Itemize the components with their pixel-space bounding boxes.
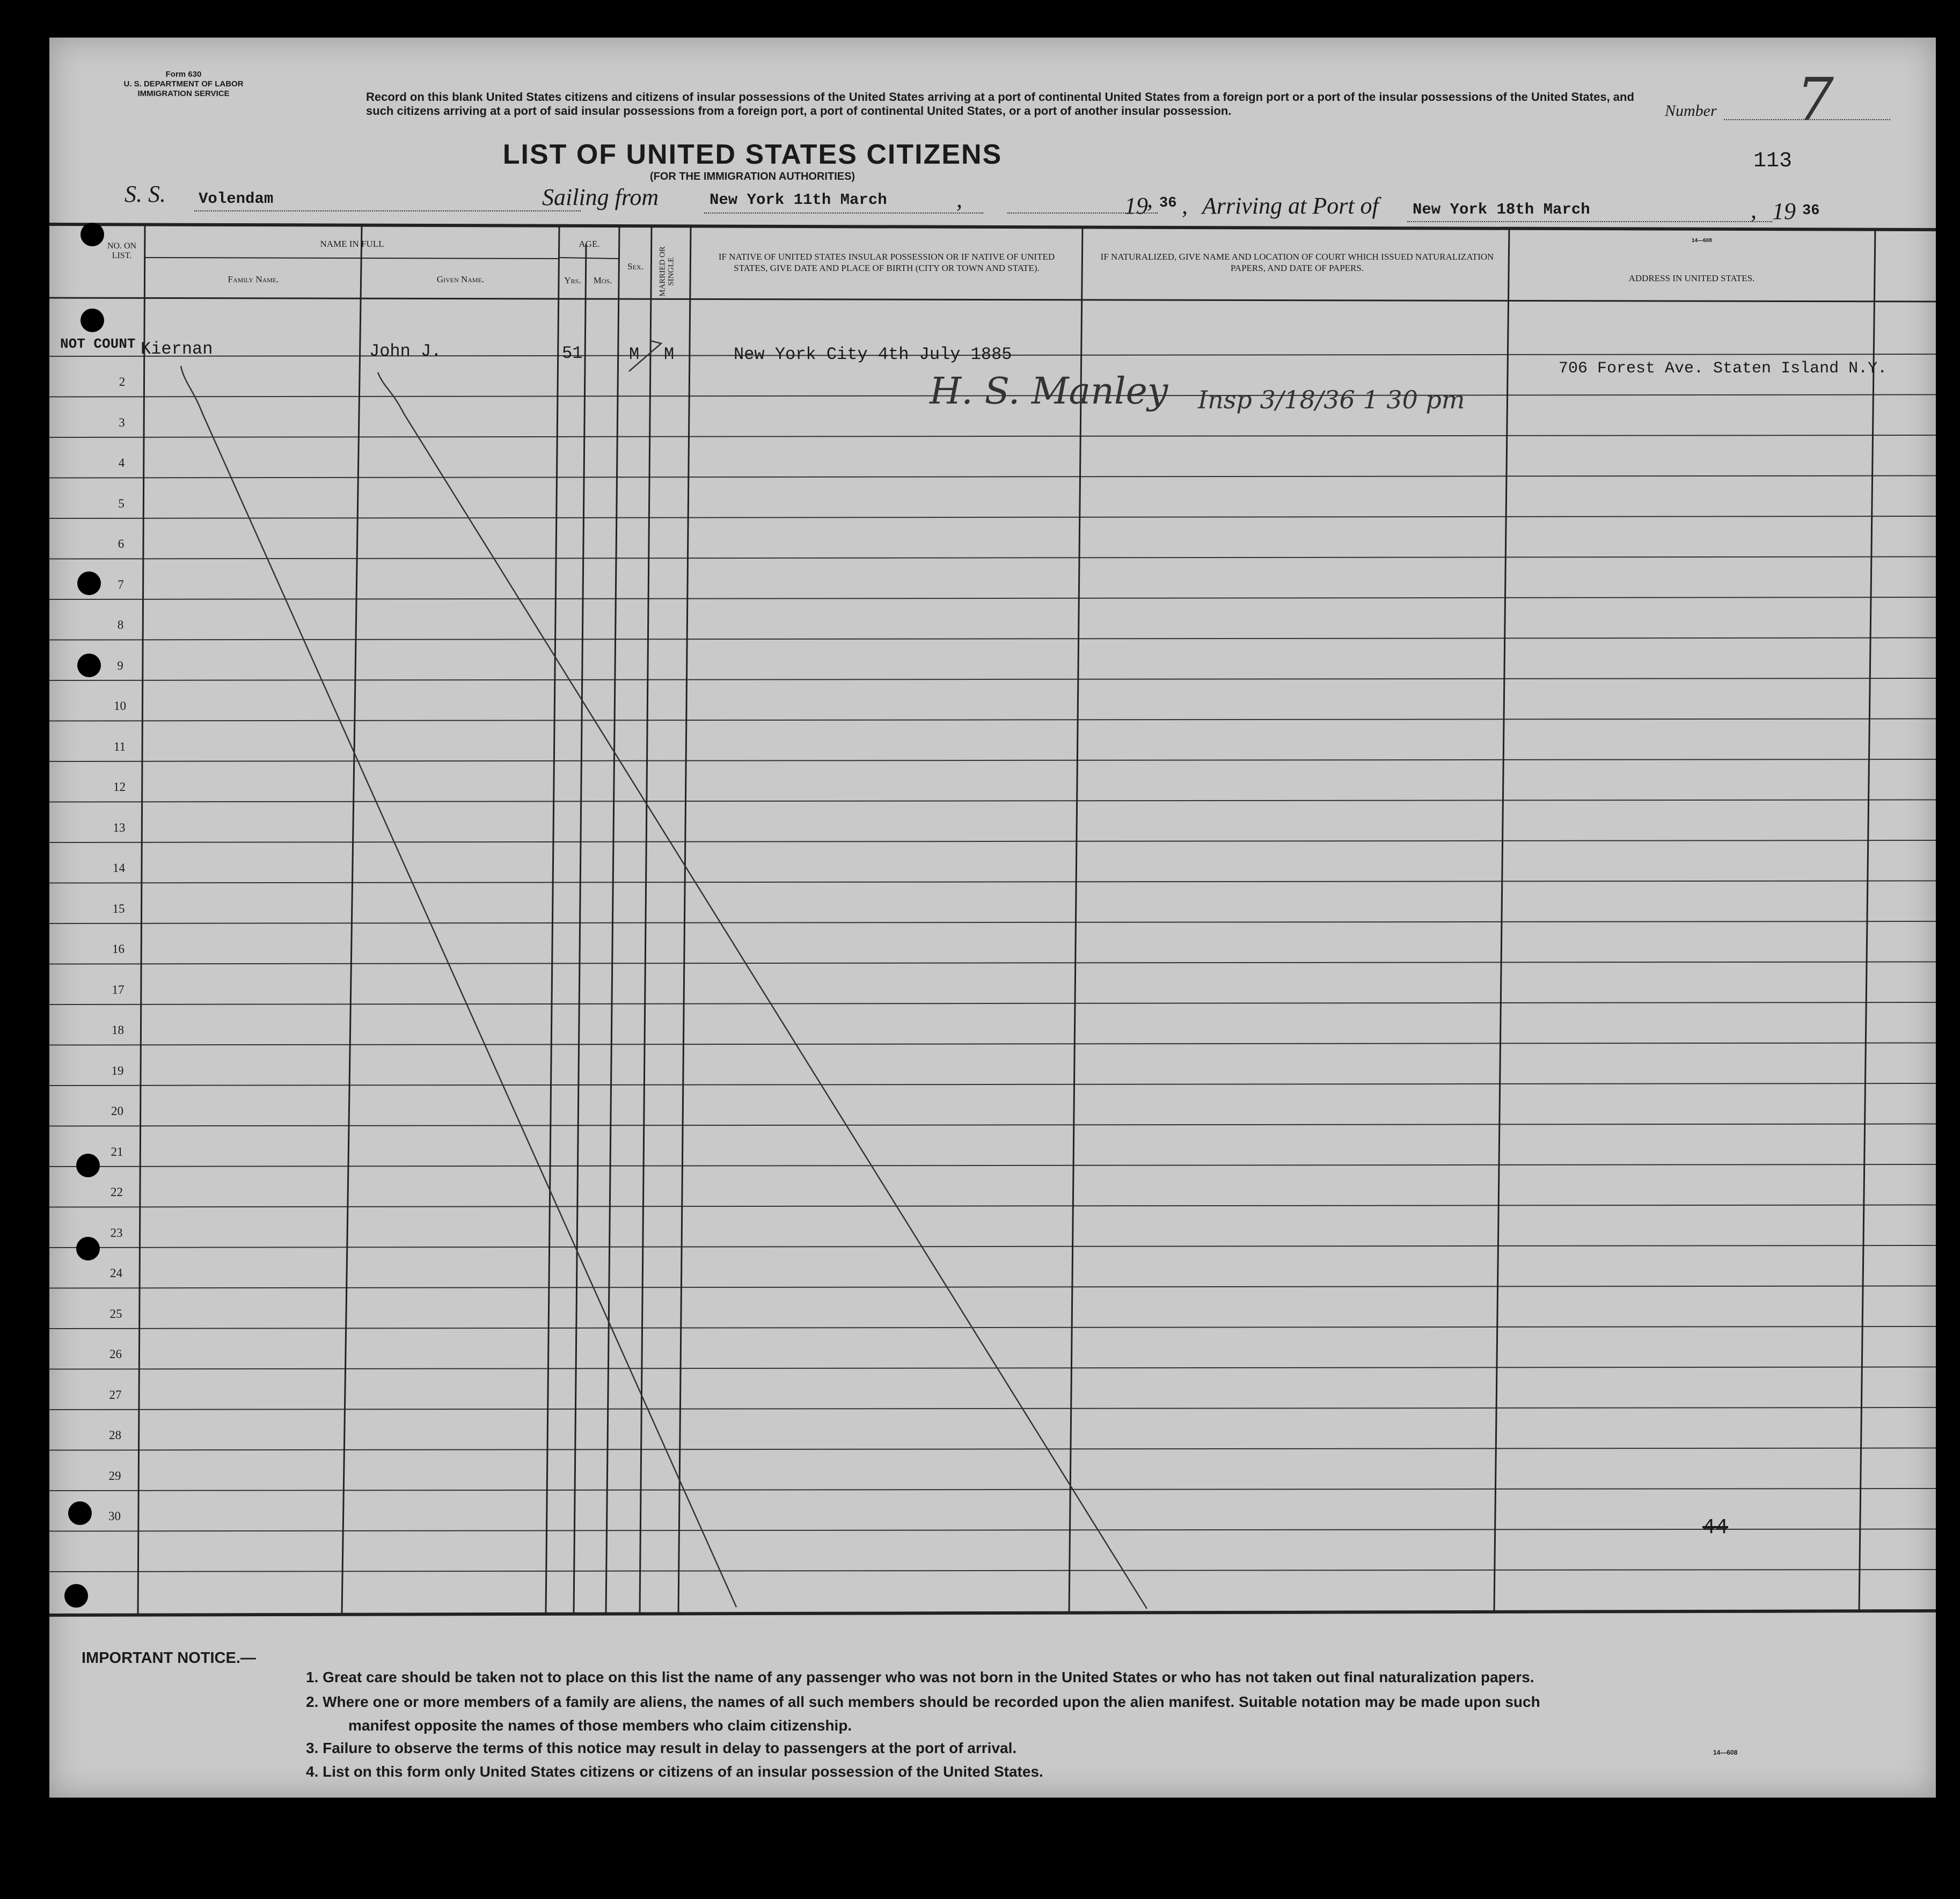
col-age: AGE.: [579, 239, 600, 249]
binder-hole: [76, 1154, 100, 1177]
row-line: [49, 840, 1936, 842]
binder-hole: [76, 1237, 100, 1260]
row-number: 29: [108, 1469, 121, 1483]
row-number: 6: [118, 537, 125, 551]
year-prefix-2: 19: [1772, 198, 1796, 224]
arriving-year: 36: [1802, 203, 1820, 219]
col-yrs: Yrs.: [564, 275, 581, 285]
row-number: 28: [109, 1428, 121, 1442]
arriving-label: Arriving at Port of: [1202, 193, 1379, 219]
binder-hole: [77, 571, 101, 595]
row-line: [49, 1367, 1936, 1369]
inspector-signature: H. S. Manley: [930, 370, 1168, 413]
row-line: [49, 1043, 1936, 1045]
row-number: 22: [111, 1185, 123, 1199]
col-native: IF NATIVE OF UNITED STATES INSULAR POSSESSION OR IF NATIVE OF UNITED STATES, GIVE DATE AND PLACE OF BIRTH (CITY OR TOWN AND STATE).: [718, 252, 1055, 273]
row-line: [49, 1489, 1936, 1491]
notice-item-2-cont: manifest opposite the names of those members who claim citizenship.: [348, 1717, 852, 1734]
notice-item-3: 3. Failure to observe the terms of this notice may result in delay to passengers at the port of arrival.: [306, 1740, 1017, 1756]
col-naturalized: IF NATURALIZED, GIVE NAME AND LOCATION OF COURT WHICH ISSUED NATURALIZATION PAPERS, AND DATE OF PAPERS.: [1100, 252, 1494, 273]
comma-2: ,: [1147, 186, 1153, 212]
row-number: 25: [109, 1307, 122, 1321]
col-address: ADDRESS IN UNITED STATES.: [1628, 273, 1755, 283]
inspection-note: Insp 3/18/36 1 30 pm: [1198, 385, 1465, 414]
row-number: 13: [113, 820, 126, 834]
row-number: 2: [119, 375, 126, 388]
notice-item-4: 4. List on this form only United States citizens or citizens of an insular possession of the United States.: [306, 1763, 1043, 1780]
binder-hole: [81, 309, 104, 332]
row-line: [49, 1326, 1936, 1329]
record-instructions: Record on this blank United States citizens and citizens of insular possessions of the United States arriving at a port of continental United States from a foreign port or a port of the insular possessions of the United States, and such citizens arriving at a port of said insular possessions from a foreign port, a port of continental United States, or a port of another insular possession.: [366, 90, 1634, 118]
entry-birth: New York City 4th July 1885: [734, 344, 1012, 364]
sheet-number: 113: [1753, 149, 1793, 173]
entry-family-name: Kiernan: [141, 339, 213, 359]
row-line: [49, 881, 1936, 883]
row-line: [49, 1570, 1936, 1572]
row-number: 15: [112, 901, 125, 915]
row-line: [49, 435, 1936, 437]
row-number: 21: [111, 1145, 123, 1159]
footer-code: 14—608: [1713, 1749, 1738, 1756]
arriving-value: New York 18th March: [1413, 201, 1590, 218]
row-number: 12: [113, 780, 126, 794]
row-number: 5: [118, 496, 125, 510]
row-number: 30: [108, 1509, 121, 1523]
col-given-name: Given Name.: [436, 274, 485, 284]
binder-hole: [81, 223, 104, 246]
row-number: 4: [118, 456, 125, 470]
entry-sex: M: [629, 344, 640, 364]
notice-heading: IMPORTANT NOTICE.—: [82, 1649, 256, 1667]
comma-3: ,: [1182, 193, 1188, 219]
department-label: U. S. DEPARTMENT OF LABOR: [123, 79, 244, 89]
row-number: 27: [109, 1388, 122, 1402]
row-number: 9: [117, 658, 123, 672]
entry-age-yrs: 51: [562, 343, 583, 363]
sailing-from-value: New York 11th March: [710, 191, 887, 209]
number-value: 7: [1796, 65, 1834, 134]
row-number: 11: [113, 739, 126, 753]
row-line: [49, 1002, 1936, 1005]
row-line: [49, 1245, 1936, 1248]
row-line: [49, 1286, 1936, 1288]
row-line: [49, 1205, 1936, 1207]
ship-name: Volendam: [199, 190, 274, 208]
row-line: [49, 1448, 1936, 1450]
number-label: Number: [1665, 102, 1717, 120]
service-label: IMMIGRATION SERVICE: [137, 89, 230, 98]
row-number: 26: [109, 1347, 122, 1361]
row-line: [49, 1164, 1936, 1167]
col-mos: Mos.: [593, 275, 612, 285]
sailing-year: 36: [1159, 195, 1177, 211]
row-line: [49, 1407, 1936, 1410]
row-number: 18: [112, 1023, 124, 1037]
page-title: LIST OF UNITED STATES CITIZENS: [502, 139, 1003, 170]
row-line: [49, 800, 1936, 802]
row-number: 8: [117, 618, 124, 632]
page-subtitle: (FOR THE IMMIGRATION AUTHORITIES): [649, 171, 855, 182]
comma-4: ,: [1751, 197, 1757, 223]
row-line: [49, 719, 1936, 721]
binder-hole: [68, 1501, 92, 1525]
sailing-from-label: Sailing from: [542, 184, 659, 210]
table-grid: [49, 38, 1936, 1798]
ss-label: S. S.: [125, 181, 166, 207]
header-code: 14—608: [1692, 238, 1712, 244]
row-line: [49, 962, 1936, 964]
notice-item-2: 2. Where one or more members of a family are aliens, the names of all such members should be recorded upon the alien manifest. Suitable notation may be made upon such: [306, 1693, 1540, 1710]
row-line: [49, 1083, 1936, 1086]
row-line: [49, 476, 1936, 478]
row-number: 7: [118, 577, 124, 591]
row-line: [49, 597, 1936, 599]
notice-item-1: 1. Great care should be taken not to place on this list the name of any passenger who was not born in the United States or who has not taken out final naturalization papers.: [306, 1669, 1534, 1685]
row-line: [49, 759, 1936, 761]
stamp-number: 44: [1702, 1516, 1729, 1540]
row-number: 16: [112, 942, 125, 956]
row-number: 24: [110, 1266, 122, 1280]
row-line: [49, 638, 1936, 640]
row-number: 19: [111, 1064, 124, 1077]
row-line: [49, 557, 1936, 559]
manifest-sheet: [49, 38, 1936, 1798]
row-number: 20: [111, 1104, 123, 1118]
col-married-or-single: MARRIED OR SINGLE: [658, 246, 676, 297]
row-line: [49, 921, 1936, 923]
entry-marital: M: [664, 344, 675, 364]
row-line: [49, 1124, 1936, 1126]
col-no-on-list: NO. ON LIST.: [107, 241, 137, 260]
comma-1: ,: [956, 186, 962, 212]
form-number: Form 630: [165, 70, 202, 79]
row-number: 17: [112, 983, 125, 996]
col-family-name: Family Name.: [228, 274, 279, 284]
row-line: [49, 1529, 1936, 1531]
binder-hole: [64, 1584, 88, 1608]
col-name-in-full: NAME IN FULL: [320, 239, 384, 249]
row-line: [49, 678, 1936, 680]
row-line: [49, 516, 1936, 518]
margin-note-not-count: NOT COUNT: [60, 336, 136, 352]
row-number: 14: [113, 861, 125, 875]
year-prefix-1: 19: [1124, 193, 1148, 219]
col-sex: Sex.: [627, 261, 643, 272]
row-number: 10: [114, 699, 126, 713]
entry-given-name: John J.: [369, 341, 442, 361]
row-number: 3: [119, 415, 125, 429]
entry-address: 706 Forest Ave. Staten Island N.Y.: [1559, 360, 1888, 378]
row-number: 23: [110, 1226, 123, 1240]
binder-hole: [77, 654, 101, 677]
